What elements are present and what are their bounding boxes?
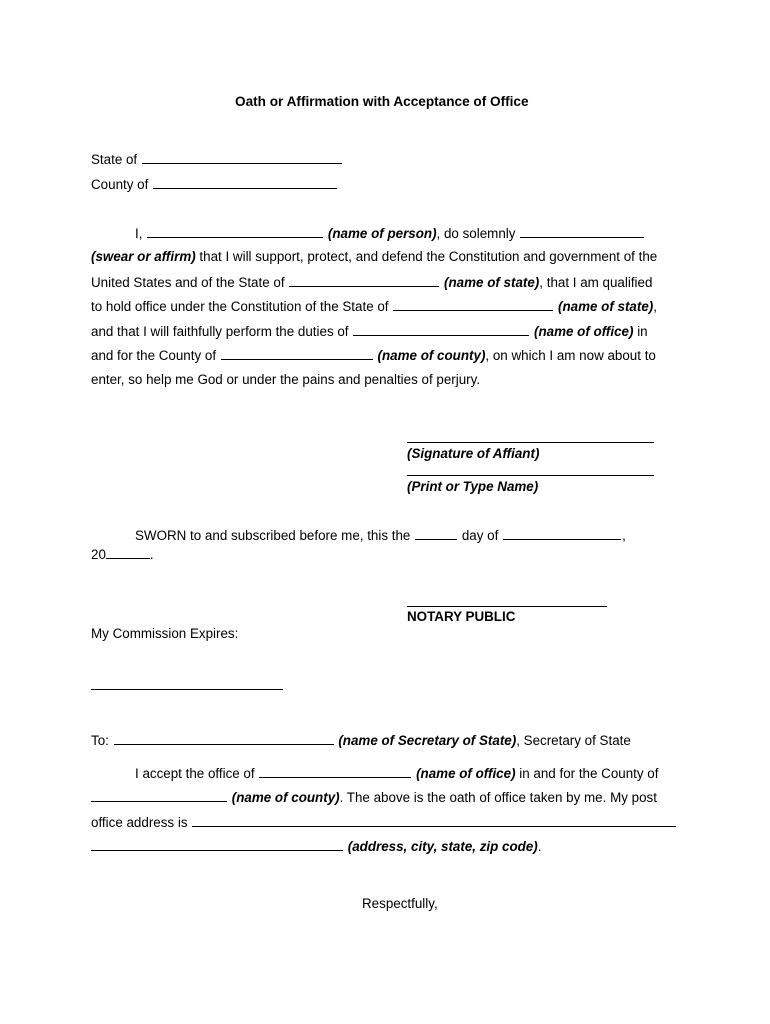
address-city-state-zip-label: (address, city, state, zip code) — [347, 839, 538, 854]
oath-line-4 — [91, 298, 657, 315]
state-name-field-2[interactable] — [393, 298, 553, 311]
oath-line-6 — [91, 347, 656, 364]
oath-line-6-post: , on which I am now about to — [485, 348, 656, 363]
office-address-label: office address is — [91, 815, 188, 830]
name-of-person-label: (name of person) — [327, 226, 437, 241]
office-name-field-1[interactable] — [353, 323, 529, 336]
swear-or-affirm-label: (swear or affirm) — [91, 249, 196, 264]
year-period: . — [149, 547, 154, 562]
secretary-name-field[interactable] — [114, 732, 334, 745]
accept-line-2 — [91, 789, 657, 806]
year-line — [91, 546, 154, 563]
do-solemnly-text: , do solemnly — [436, 226, 516, 241]
notary-public-label: NOTARY PUBLIC — [407, 609, 516, 624]
print-or-type-name-label: (Print or Type Name) — [407, 479, 539, 494]
county-line — [91, 176, 338, 193]
oath-line-2 — [91, 249, 657, 265]
accept-line-1 — [135, 765, 658, 782]
address-field-1[interactable] — [192, 814, 676, 827]
oath-line-3-pre: United States and of the State of — [91, 275, 285, 290]
office-name-field-2[interactable] — [259, 765, 411, 778]
secretary-of-state-label: (name of Secretary of State) — [338, 733, 517, 748]
county-name-field-1[interactable] — [221, 347, 373, 360]
commission-expiration-field[interactable] — [91, 689, 283, 690]
state-field[interactable] — [142, 151, 342, 164]
name-of-office-label-2: (name of office) — [416, 766, 516, 781]
sworn-line — [135, 527, 626, 544]
secretary-suffix: , Secretary of State — [516, 733, 631, 748]
oath-line-2-text: that I will support, protect, and defend the Constitution and government of the — [199, 249, 658, 264]
year-field[interactable] — [106, 546, 150, 559]
oath-line-5-post: in — [637, 324, 648, 339]
accept-line-3 — [91, 814, 677, 831]
signature-of-affiant-label: (Signature of Affiant) — [407, 446, 540, 461]
closing-text: Respectfully, — [362, 896, 438, 911]
day-of-text: day of — [461, 528, 499, 543]
oath-line-4-pre: to hold office under the Constitution of the State of — [91, 299, 389, 314]
sworn-comma: , — [622, 528, 626, 543]
oath-i-text: I, — [135, 226, 143, 241]
accept-post-text: in and for the County of — [519, 766, 659, 781]
day-field[interactable] — [415, 527, 457, 540]
oath-line-3-post: , that I am qualified — [539, 275, 653, 290]
name-of-state-label-1: (name of state) — [444, 275, 540, 290]
comma-text: , — [653, 299, 657, 314]
oath-line-6-pre: and for the County of — [91, 348, 217, 363]
sworn-text: SWORN to and subscribed before me, this the — [135, 528, 411, 543]
page-title: Oath or Affirmation with Acceptance of Office — [235, 94, 529, 109]
accept-line-4 — [91, 838, 541, 855]
state-name-field-1[interactable] — [289, 274, 439, 287]
oath-line-1 — [135, 225, 645, 242]
notary-signature-field[interactable] — [407, 606, 607, 607]
county-label: County of — [91, 177, 149, 192]
swear-affirm-field[interactable] — [520, 225, 644, 238]
state-label: State of — [91, 152, 138, 167]
year-prefix: 20 — [91, 547, 106, 562]
state-line — [91, 151, 343, 168]
oath-line-7: enter, so help me God or under the pains and penalties of perjury. — [91, 372, 481, 387]
to-label: To: — [91, 733, 109, 748]
name-of-county-label-1: (name of county) — [377, 348, 486, 363]
accept-line-2-text: . The above is the oath of office taken by me. My post — [339, 790, 657, 805]
affiant-signature-field[interactable] — [407, 442, 654, 443]
oath-line-5-pre: and that I will faithfully perform the duties of — [91, 324, 349, 339]
commission-expires-label: My Commission Expires: — [91, 626, 239, 641]
county-field[interactable] — [153, 176, 337, 189]
print-name-field[interactable] — [407, 475, 654, 476]
person-name-field[interactable] — [147, 225, 323, 238]
oath-line-3 — [91, 274, 652, 291]
address-period: . — [537, 839, 542, 854]
county-name-field-2[interactable] — [91, 789, 227, 802]
name-of-office-label-1: (name of office) — [534, 324, 634, 339]
oath-line-5 — [91, 323, 648, 340]
name-of-county-label-2: (name of county) — [231, 790, 340, 805]
month-field[interactable] — [503, 527, 621, 540]
name-of-state-label-2: (name of state) — [558, 299, 654, 314]
address-field-2[interactable] — [91, 838, 343, 851]
accept-pre-text: I accept the office of — [135, 766, 255, 781]
to-line — [91, 732, 631, 749]
